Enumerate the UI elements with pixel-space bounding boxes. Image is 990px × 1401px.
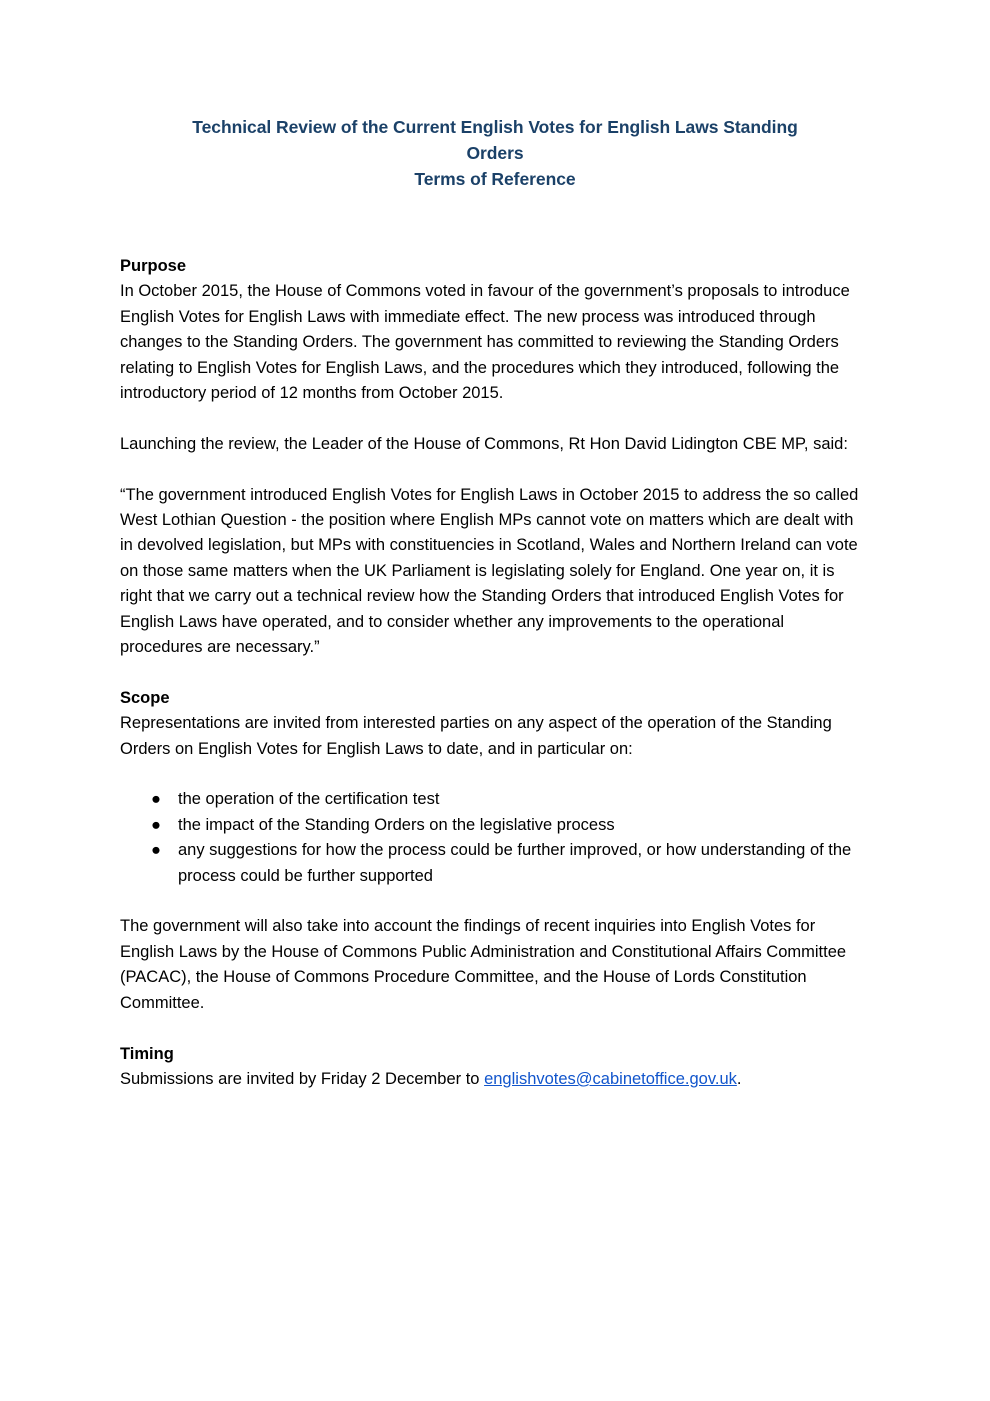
page-title-line-2: Orders xyxy=(466,143,524,163)
list-item-label: the impact of the Standing Orders on the legislative process xyxy=(178,815,615,834)
document-content xyxy=(120,0,870,1092)
section-spacer xyxy=(120,660,870,685)
list-item xyxy=(120,787,870,812)
section-scope xyxy=(120,686,870,1016)
bullet-icon: ● xyxy=(151,790,161,809)
timing-heading: Timing xyxy=(120,1044,174,1063)
purpose-paragraph-2: Launching the review, the Leader of the House of Commons, Rt Hon David Lidington CBE MP, said: xyxy=(120,434,848,453)
bullet-icon: ● xyxy=(151,815,161,834)
list-spacer xyxy=(120,762,870,787)
purpose-quote-paragraph: “The government introduced English Votes for English Laws in October 2015 to address the so called West Lothian Question - the position where English MPs cannot vote on matters which are dealt with in devolved legislation, but MPs with constituencies in Scotland, Wales and Northern Ireland can vote on those same matters when the UK Parliament is legislating solely for England. One year on, it is right that we carry out a technical review how the Standing Orders that introduced English Votes for English Laws have operated, and to consider whether any improvements to the operational procedures are necessary.” xyxy=(120,485,859,657)
email-link[interactable]: englishvotes@cabinetoffice.gov.uk xyxy=(484,1069,737,1088)
section-purpose xyxy=(120,254,870,660)
scope-heading: Scope xyxy=(120,688,170,707)
timing-text-before-link: Submissions are invited by Friday 2 December to xyxy=(120,1069,485,1088)
list-item xyxy=(120,813,870,838)
scope-closing-paragraph: The government will also take into account the findings of recent inquiries into English Votes for English Laws by the House of Commons Public Administration and Constitutional Affairs Committee (PACAC), the House of Commons Procedure Committee, and the House of Lords Constitution Committee. xyxy=(120,917,847,1012)
list-item-label: any suggestions for how the process could be further improved, or how understanding of the process could be further supported xyxy=(178,841,852,885)
purpose-paragraph-1: In October 2015, the House of Commons voted in favour of the government’s proposals to introduce English Votes for English Laws with immediate effect. The new process was introduced through changes to the Standing Orders. The government has committed to reviewing the Standing Orders relating to English Votes for English Laws, and the procedures which they introduced, following the introductory period of 12 months from October 2015. xyxy=(120,282,850,403)
page-title-line-3: Terms of Reference xyxy=(414,169,576,189)
timing-text-after-link: . xyxy=(736,1069,742,1088)
timing-paragraph xyxy=(120,1067,870,1092)
list-item xyxy=(120,838,870,889)
list-item-label: the operation of the certification test xyxy=(178,790,440,809)
section-spacer xyxy=(120,1016,870,1041)
paragraph-spacer xyxy=(120,457,870,482)
title-body-spacer xyxy=(120,192,870,254)
purpose-heading: Purpose xyxy=(120,257,187,275)
paragraph-spacer xyxy=(120,889,870,914)
page-title-line-1: Technical Review of the Current English Votes for English Laws Standing xyxy=(192,117,798,137)
section-timing xyxy=(120,1042,870,1093)
page-title xyxy=(120,0,870,192)
bullet-icon: ● xyxy=(151,841,161,860)
paragraph-spacer xyxy=(120,406,870,431)
scope-intro-paragraph: Representations are invited from interested parties on any aspect of the operation of the Standing Orders on English Votes for English Laws to date, and in particular on: xyxy=(120,714,832,758)
scope-bullet-list xyxy=(120,787,870,889)
